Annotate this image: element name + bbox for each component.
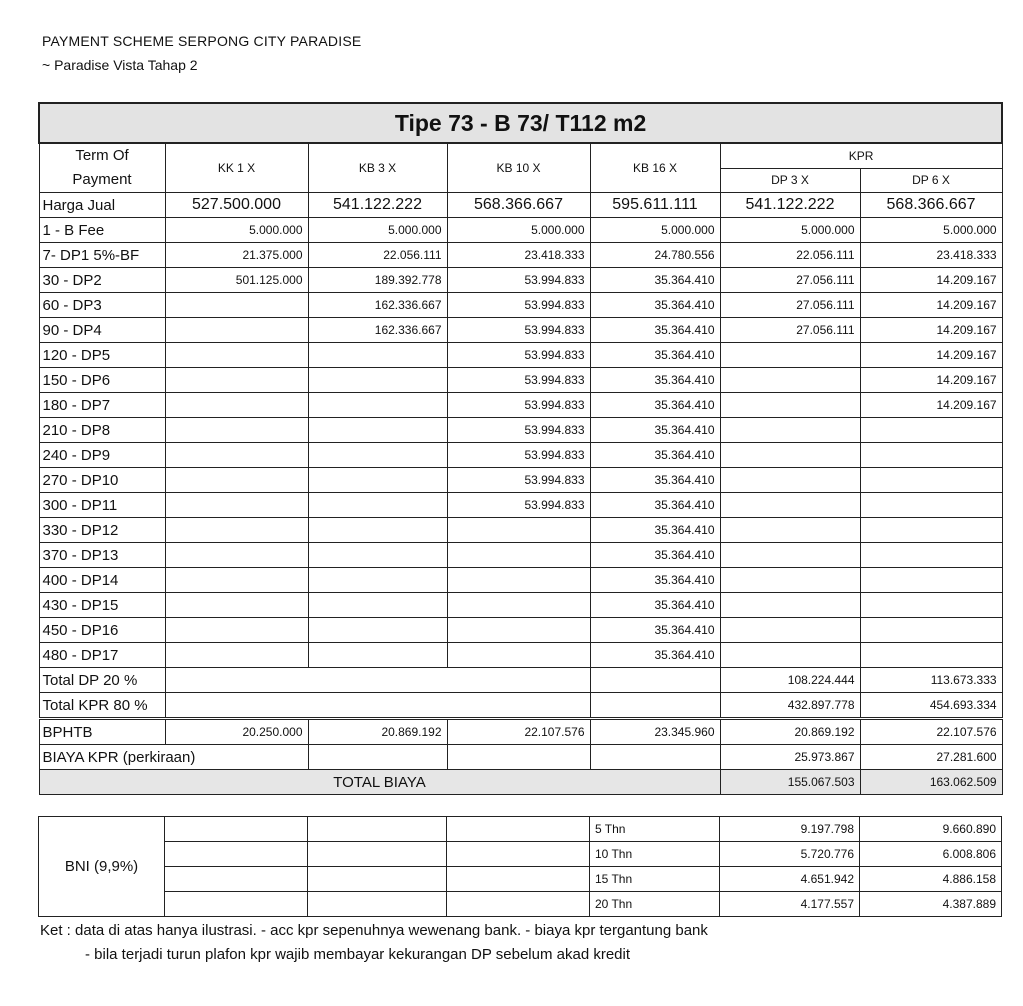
payment-value-cell: 14.209.167 xyxy=(860,368,1002,393)
payment-value-cell: 5.000.000 xyxy=(165,218,308,243)
payment-value-cell: 595.611.111 xyxy=(590,193,720,218)
row-label: 270 - DP10 xyxy=(39,468,165,493)
row-label: 370 - DP13 xyxy=(39,543,165,568)
payment-value-cell: 5.000.000 xyxy=(590,218,720,243)
bphtb-value: 22.107.576 xyxy=(447,719,590,745)
payment-value-cell: 35.364.410 xyxy=(590,518,720,543)
payment-value-cell: 35.364.410 xyxy=(590,368,720,393)
table-row xyxy=(39,518,1002,543)
payment-value-cell xyxy=(308,368,447,393)
payment-value-cell: 53.994.833 xyxy=(447,318,590,343)
payment-value-cell: 27.056.111 xyxy=(720,293,860,318)
empty-cell xyxy=(308,867,447,892)
table-row xyxy=(39,218,1002,243)
payment-value-cell xyxy=(447,543,590,568)
payment-value-cell: 53.994.833 xyxy=(447,268,590,293)
total-biaya-value: 155.067.503 xyxy=(720,770,860,795)
bni-row xyxy=(39,842,1002,867)
payment-value-cell xyxy=(165,418,308,443)
kpr-header: KPR xyxy=(720,143,1002,168)
payment-value-cell: 35.364.410 xyxy=(590,318,720,343)
payment-value-cell xyxy=(165,568,308,593)
payment-value-cell: 35.364.410 xyxy=(590,593,720,618)
payment-value-cell xyxy=(308,468,447,493)
empty-cell xyxy=(447,745,590,770)
total-kpr-value: 454.693.334 xyxy=(860,693,1002,719)
total-kpr-value: 432.897.778 xyxy=(720,693,860,719)
kpr-subheader: DP 3 X xyxy=(720,168,860,192)
table-title: Tipe 73 - B 73/ T112 m2 xyxy=(39,103,1002,143)
total-dp-value: 113.673.333 xyxy=(860,668,1002,693)
payment-value-cell xyxy=(308,418,447,443)
payment-value-cell xyxy=(165,443,308,468)
payment-value-cell xyxy=(860,643,1002,668)
row-label: 180 - DP7 xyxy=(39,393,165,418)
payment-value-cell: 5.000.000 xyxy=(720,218,860,243)
payment-value-cell: 501.125.000 xyxy=(165,268,308,293)
empty-cell xyxy=(447,892,590,917)
table-row xyxy=(39,243,1002,268)
payment-value-cell xyxy=(165,618,308,643)
row-label: 300 - DP11 xyxy=(39,493,165,518)
table-row xyxy=(39,393,1002,418)
installment-value-cell: 4.651.942 xyxy=(720,867,860,892)
bni-row xyxy=(39,867,1002,892)
payment-value-cell: 27.056.111 xyxy=(720,268,860,293)
document-subtitle: ~ Paradise Vista Tahap 2 xyxy=(42,57,198,73)
row-label: 120 - DP5 xyxy=(39,343,165,368)
bphtb-value: 23.345.960 xyxy=(590,719,720,745)
installment-value-cell: 9.660.890 xyxy=(860,817,1002,842)
payment-value-cell: 14.209.167 xyxy=(860,268,1002,293)
payment-value-cell xyxy=(165,343,308,368)
payment-value-cell xyxy=(860,493,1002,518)
table-row xyxy=(39,318,1002,343)
total-dp-label: Total DP 20 % xyxy=(39,668,165,693)
table-row xyxy=(39,193,1002,218)
row-label: 400 - DP14 xyxy=(39,568,165,593)
payment-value-cell: 5.000.000 xyxy=(860,218,1002,243)
payment-value-cell: 189.392.778 xyxy=(308,268,447,293)
payment-value-cell xyxy=(447,618,590,643)
payment-value-cell xyxy=(165,543,308,568)
bni-row xyxy=(39,817,1002,842)
loan-term-cell: 20 Thn xyxy=(590,892,720,917)
empty-cell xyxy=(590,745,720,770)
empty-cell xyxy=(165,668,590,693)
payment-value-cell: 162.336.667 xyxy=(308,318,447,343)
row-label: 240 - DP9 xyxy=(39,443,165,468)
table-row xyxy=(39,443,1002,468)
payment-value-cell: 35.364.410 xyxy=(590,643,720,668)
table-row xyxy=(39,418,1002,443)
table-row xyxy=(39,293,1002,318)
payment-value-cell: 568.366.667 xyxy=(860,193,1002,218)
payment-value-cell xyxy=(308,618,447,643)
table-row xyxy=(39,643,1002,668)
payment-value-cell xyxy=(447,643,590,668)
payment-value-cell: 541.122.222 xyxy=(308,193,447,218)
payment-value-cell: 35.364.410 xyxy=(590,493,720,518)
row-label: 330 - DP12 xyxy=(39,518,165,543)
bphtb-value: 20.869.192 xyxy=(720,719,860,745)
payment-value-cell xyxy=(308,493,447,518)
empty-cell xyxy=(447,842,590,867)
payment-value-cell: 35.364.410 xyxy=(590,393,720,418)
table-row xyxy=(39,368,1002,393)
bphtb-value: 20.869.192 xyxy=(308,719,447,745)
payment-value-cell xyxy=(720,568,860,593)
loan-term-cell: 5 Thn xyxy=(590,817,720,842)
payment-value-cell xyxy=(165,293,308,318)
payment-value-cell: 53.994.833 xyxy=(447,368,590,393)
row-label: 210 - DP8 xyxy=(39,418,165,443)
installment-value-cell: 4.177.557 xyxy=(720,892,860,917)
installment-value-cell: 6.008.806 xyxy=(860,842,1002,867)
loan-term-cell: 10 Thn xyxy=(590,842,720,867)
row-label: 90 - DP4 xyxy=(39,318,165,343)
table-row xyxy=(39,343,1002,368)
bni-installment-table xyxy=(38,816,1002,917)
payment-value-cell: 53.994.833 xyxy=(447,468,590,493)
payment-value-cell xyxy=(165,393,308,418)
payment-value-cell xyxy=(165,643,308,668)
row-label: 430 - DP15 xyxy=(39,593,165,618)
payment-value-cell xyxy=(308,543,447,568)
installment-value-cell: 4.387.889 xyxy=(860,892,1002,917)
payment-value-cell: 35.364.410 xyxy=(590,418,720,443)
installment-value-cell: 5.720.776 xyxy=(720,842,860,867)
payment-value-cell xyxy=(860,593,1002,618)
payment-value-cell xyxy=(860,518,1002,543)
column-header: KB 10 X xyxy=(447,143,590,193)
empty-cell xyxy=(308,817,447,842)
payment-value-cell: 24.780.556 xyxy=(590,243,720,268)
payment-value-cell xyxy=(447,518,590,543)
empty-cell xyxy=(447,867,590,892)
payment-value-cell xyxy=(720,393,860,418)
biaya-kpr-value: 25.973.867 xyxy=(720,745,860,770)
payment-value-cell xyxy=(720,418,860,443)
table-row xyxy=(39,268,1002,293)
payment-value-cell: 541.122.222 xyxy=(720,193,860,218)
table-row xyxy=(39,568,1002,593)
payment-scheme-table xyxy=(38,102,1003,795)
bphtb-value: 20.250.000 xyxy=(165,719,308,745)
column-header: KK 1 X xyxy=(165,143,308,193)
payment-value-cell xyxy=(165,318,308,343)
payment-value-cell: 35.364.410 xyxy=(590,293,720,318)
payment-value-cell: 35.364.410 xyxy=(590,468,720,493)
empty-cell xyxy=(165,842,308,867)
biaya-kpr-label: BIAYA KPR (perkiraan) xyxy=(39,745,308,770)
table-row xyxy=(39,593,1002,618)
payment-value-cell: 14.209.167 xyxy=(860,293,1002,318)
table-row xyxy=(39,468,1002,493)
row-label: 480 - DP17 xyxy=(39,643,165,668)
payment-value-cell: 35.364.410 xyxy=(590,343,720,368)
payment-value-cell xyxy=(447,593,590,618)
payment-value-cell xyxy=(165,493,308,518)
empty-cell xyxy=(165,867,308,892)
payment-value-cell: 527.500.000 xyxy=(165,193,308,218)
payment-value-cell xyxy=(720,343,860,368)
payment-value-cell xyxy=(308,443,447,468)
payment-value-cell xyxy=(308,393,447,418)
empty-cell xyxy=(308,745,447,770)
bni-label: BNI (9,9%) xyxy=(39,817,165,917)
payment-value-cell xyxy=(720,643,860,668)
payment-value-cell: 5.000.000 xyxy=(308,218,447,243)
payment-value-cell: 5.000.000 xyxy=(447,218,590,243)
empty-cell xyxy=(165,693,590,719)
payment-value-cell: 53.994.833 xyxy=(447,443,590,468)
payment-value-cell xyxy=(308,568,447,593)
payment-value-cell xyxy=(308,518,447,543)
row-label: 1 - B Fee xyxy=(39,218,165,243)
row-label: Harga Jual xyxy=(39,193,165,218)
note-line-2: - bila terjadi turun plafon kpr wajib membayar kekurangan DP sebelum akad kredit xyxy=(85,946,631,963)
loan-term-cell: 15 Thn xyxy=(590,867,720,892)
empty-cell xyxy=(308,892,447,917)
term-of-payment-header: Term Of Payment xyxy=(39,143,165,193)
payment-value-cell: 53.994.833 xyxy=(447,293,590,318)
payment-value-cell: 14.209.167 xyxy=(860,393,1002,418)
payment-value-cell: 568.366.667 xyxy=(447,193,590,218)
payment-value-cell: 35.364.410 xyxy=(590,568,720,593)
payment-value-cell: 23.418.333 xyxy=(447,243,590,268)
payment-value-cell xyxy=(447,568,590,593)
payment-value-cell xyxy=(860,543,1002,568)
payment-value-cell: 35.364.410 xyxy=(590,543,720,568)
payment-value-cell xyxy=(165,468,308,493)
payment-value-cell: 162.336.667 xyxy=(308,293,447,318)
row-label: 30 - DP2 xyxy=(39,268,165,293)
payment-value-cell: 14.209.167 xyxy=(860,318,1002,343)
payment-value-cell xyxy=(165,368,308,393)
empty-cell xyxy=(447,817,590,842)
payment-value-cell xyxy=(720,468,860,493)
payment-value-cell xyxy=(720,593,860,618)
payment-value-cell xyxy=(720,518,860,543)
payment-value-cell xyxy=(308,343,447,368)
payment-value-cell xyxy=(165,593,308,618)
empty-cell xyxy=(308,842,447,867)
empty-cell xyxy=(165,892,308,917)
column-header: KB 3 X xyxy=(308,143,447,193)
payment-value-cell: 53.994.833 xyxy=(447,343,590,368)
bphtb-value: 22.107.576 xyxy=(860,719,1002,745)
payment-value-cell: 35.364.410 xyxy=(590,268,720,293)
payment-value-cell: 23.418.333 xyxy=(860,243,1002,268)
empty-cell xyxy=(590,693,720,719)
payment-value-cell xyxy=(860,618,1002,643)
payment-value-cell xyxy=(720,368,860,393)
payment-value-cell xyxy=(720,493,860,518)
row-label: 7- DP1 5%-BF xyxy=(39,243,165,268)
note-line-1: Ket : data di atas hanya ilustrasi. - acc kpr sepenuhnya wewenang bank. - biaya kpr tergantung bank xyxy=(40,922,708,939)
payment-value-cell: 22.056.111 xyxy=(720,243,860,268)
column-header: KB 16 X xyxy=(590,143,720,193)
bphtb-label: BPHTB xyxy=(39,719,165,745)
bni-row xyxy=(39,892,1002,917)
biaya-kpr-value: 27.281.600 xyxy=(860,745,1002,770)
payment-value-cell: 35.364.410 xyxy=(590,618,720,643)
payment-value-cell xyxy=(165,518,308,543)
payment-value-cell: 53.994.833 xyxy=(447,493,590,518)
payment-value-cell xyxy=(308,643,447,668)
payment-value-cell: 22.056.111 xyxy=(308,243,447,268)
total-biaya-label: TOTAL BIAYA xyxy=(39,770,720,795)
payment-value-cell xyxy=(860,568,1002,593)
row-label: 60 - DP3 xyxy=(39,293,165,318)
table-row xyxy=(39,618,1002,643)
kpr-subheader: DP 6 X xyxy=(860,168,1002,192)
total-kpr-label: Total KPR 80 % xyxy=(39,693,165,719)
table-row xyxy=(39,493,1002,518)
payment-value-cell xyxy=(308,593,447,618)
payment-value-cell: 14.209.167 xyxy=(860,343,1002,368)
payment-value-cell xyxy=(860,443,1002,468)
row-label: 150 - DP6 xyxy=(39,368,165,393)
total-dp-value: 108.224.444 xyxy=(720,668,860,693)
total-biaya-value: 163.062.509 xyxy=(860,770,1002,795)
payment-value-cell xyxy=(860,418,1002,443)
payment-value-cell xyxy=(720,618,860,643)
document-title: PAYMENT SCHEME SERPONG CITY PARADISE xyxy=(42,33,362,49)
payment-value-cell xyxy=(860,468,1002,493)
table-row xyxy=(39,543,1002,568)
payment-value-cell xyxy=(720,543,860,568)
payment-value-cell: 53.994.833 xyxy=(447,393,590,418)
installment-value-cell: 9.197.798 xyxy=(720,817,860,842)
payment-value-cell: 27.056.111 xyxy=(720,318,860,343)
installment-value-cell: 4.886.158 xyxy=(860,867,1002,892)
empty-cell xyxy=(590,668,720,693)
payment-value-cell: 21.375.000 xyxy=(165,243,308,268)
payment-value-cell: 53.994.833 xyxy=(447,418,590,443)
row-label: 450 - DP16 xyxy=(39,618,165,643)
payment-value-cell xyxy=(720,443,860,468)
empty-cell xyxy=(165,817,308,842)
payment-value-cell: 35.364.410 xyxy=(590,443,720,468)
